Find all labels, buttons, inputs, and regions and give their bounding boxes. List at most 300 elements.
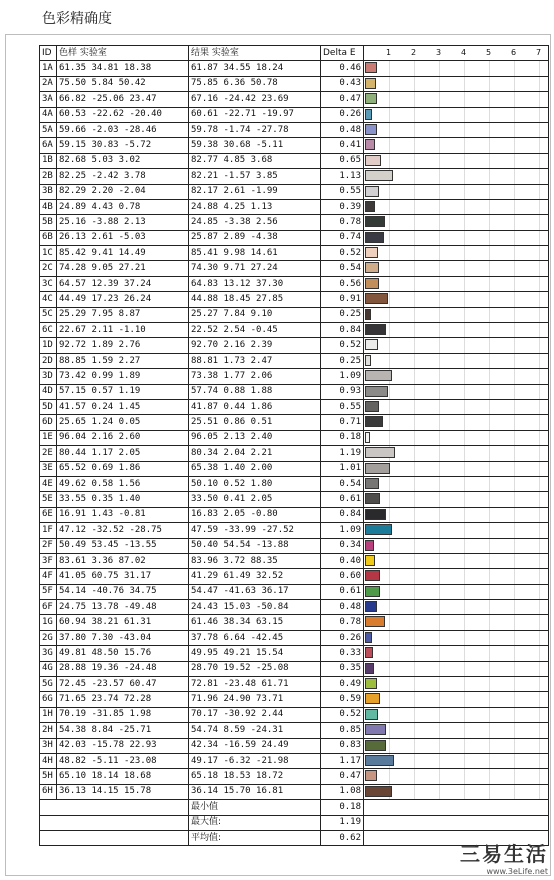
- grid-line: [464, 554, 465, 568]
- grid-line: [489, 708, 490, 722]
- grid-line: [464, 446, 465, 460]
- sample-lab-values: 61.35 34.81 18.38: [57, 61, 189, 76]
- grid-line: [464, 338, 465, 352]
- grid-line: [464, 200, 465, 214]
- grid-line: [414, 123, 415, 137]
- grid-line: [439, 785, 440, 799]
- grid-line: [464, 354, 465, 368]
- grid-line: [439, 369, 440, 383]
- delta-e-value: 0.25: [321, 353, 364, 368]
- grid-line: [439, 754, 440, 768]
- grid-line: [514, 415, 515, 429]
- delta-e-bar-cell: [364, 261, 549, 276]
- table-row: [40, 569, 549, 584]
- grid-line: [489, 508, 490, 522]
- result-lab-values: 59.78 -1.74 -27.78: [189, 122, 321, 137]
- grid-line: [464, 308, 465, 322]
- delta-e-value: 0.55: [321, 399, 364, 414]
- result-lab-values: 24.88 4.25 1.13: [189, 199, 321, 214]
- delta-e-bar: [365, 555, 375, 566]
- delta-e-bar: [365, 216, 385, 227]
- delta-e-bar-cell: [364, 615, 549, 630]
- sample-lab-values: 25.16 -3.88 2.13: [57, 215, 189, 230]
- sample-lab-values: 44.49 17.23 26.24: [57, 292, 189, 307]
- grid-line: [514, 523, 515, 537]
- delta-e-bar-cell: [364, 399, 549, 414]
- result-lab-values: 82.77 4.85 3.68: [189, 153, 321, 168]
- grid-line: [464, 723, 465, 737]
- result-lab-values: 16.83 2.05 -0.80: [189, 507, 321, 522]
- grid-line: [414, 677, 415, 691]
- grid-line: [439, 292, 440, 306]
- delta-e-value: 0.48: [321, 600, 364, 615]
- grid-line: [539, 108, 540, 122]
- delta-e-bar: [365, 201, 375, 212]
- patch-id: 3D: [40, 369, 57, 384]
- grid-line: [414, 261, 415, 275]
- axis-tick: 1: [386, 48, 392, 57]
- sample-lab-values: 59.15 30.83 -5.72: [57, 138, 189, 153]
- grid-line: [439, 354, 440, 368]
- grid-line: [489, 477, 490, 491]
- delta-e-bar: [365, 78, 376, 89]
- grid-line: [389, 508, 390, 522]
- grid-line: [439, 61, 440, 75]
- grid-line: [514, 277, 515, 291]
- grid-line: [514, 631, 515, 645]
- result-lab-values: 70.17 -30.92 2.44: [189, 707, 321, 722]
- sample-lab-values: 42.03 -15.78 22.93: [57, 738, 189, 753]
- grid-line: [439, 739, 440, 753]
- grid-line: [439, 138, 440, 152]
- delta-e-bar-cell: [364, 138, 549, 153]
- grid-line: [489, 431, 490, 445]
- result-lab-values: 50.40 54.54 -13.88: [189, 538, 321, 553]
- patch-id: 3G: [40, 646, 57, 661]
- grid-line: [489, 446, 490, 460]
- grid-line: [489, 215, 490, 229]
- sample-lab-values: 26.13 2.61 -5.03: [57, 230, 189, 245]
- patch-id: 4H: [40, 753, 57, 768]
- grid-line: [414, 415, 415, 429]
- delta-e-bar-cell: [364, 738, 549, 753]
- sample-lab-values: 92.72 1.89 2.76: [57, 338, 189, 353]
- sample-lab-values: 54.38 8.84 -25.71: [57, 723, 189, 738]
- sample-lab-values: 50.49 53.45 -13.55: [57, 538, 189, 553]
- grid-line: [514, 431, 515, 445]
- grid-line: [489, 769, 490, 783]
- grid-line: [389, 615, 390, 629]
- delta-e-bar: [365, 386, 388, 397]
- summary-label: 平均值:: [189, 830, 321, 845]
- delta-e-bar: [365, 370, 392, 381]
- sample-lab-values: 82.68 5.03 3.02: [57, 153, 189, 168]
- result-lab-values: 33.50 0.41 2.05: [189, 492, 321, 507]
- sample-lab-values: 33.55 0.35 1.40: [57, 492, 189, 507]
- delta-e-value: 0.26: [321, 630, 364, 645]
- result-lab-values: 67.16 -24.42 23.69: [189, 92, 321, 107]
- patch-id: 1B: [40, 153, 57, 168]
- axis-tick: 4: [461, 48, 467, 57]
- summary-value: 0.62: [321, 830, 364, 845]
- patch-id: 2F: [40, 538, 57, 553]
- result-lab-values: 24.85 -3.38 2.56: [189, 215, 321, 230]
- delta-e-bar: [365, 186, 379, 197]
- grid-line: [389, 708, 390, 722]
- grid-line: [414, 108, 415, 122]
- grid-line: [539, 492, 540, 506]
- result-lab-values: 49.95 49.21 15.54: [189, 646, 321, 661]
- grid-line: [489, 231, 490, 245]
- grid-line: [489, 369, 490, 383]
- grid-line: [464, 123, 465, 137]
- summary-label: 最大值:: [189, 815, 321, 830]
- result-lab-values: 73.38 1.77 2.06: [189, 369, 321, 384]
- grid-line: [389, 231, 390, 245]
- table-row: [40, 292, 549, 307]
- patch-id: 6D: [40, 415, 57, 430]
- table-row: [40, 76, 549, 91]
- delta-e-bar: [365, 170, 393, 181]
- table-row: [40, 415, 549, 430]
- grid-line: [439, 646, 440, 660]
- grid-line: [414, 308, 415, 322]
- grid-line: [514, 462, 515, 476]
- result-lab-values: 65.18 18.53 18.72: [189, 769, 321, 784]
- grid-line: [539, 400, 540, 414]
- table-row: [40, 615, 549, 630]
- delta-e-value: 0.48: [321, 122, 364, 137]
- result-lab-values: 44.88 18.45 27.85: [189, 292, 321, 307]
- grid-line: [414, 77, 415, 91]
- grid-line: [464, 369, 465, 383]
- grid-line: [389, 646, 390, 660]
- grid-line: [389, 292, 390, 306]
- grid-line: [464, 92, 465, 106]
- delta-e-bar: [365, 770, 377, 781]
- sample-lab-values: 65.10 18.14 18.68: [57, 769, 189, 784]
- table-row: [40, 122, 549, 137]
- grid-line: [539, 662, 540, 676]
- delta-e-value: 0.41: [321, 138, 364, 153]
- grid-line: [389, 154, 390, 168]
- delta-e-value: 0.47: [321, 92, 364, 107]
- table-row: [40, 677, 549, 692]
- header-id: ID: [40, 46, 57, 61]
- grid-line: [514, 200, 515, 214]
- summary-bar-blank: [364, 800, 549, 815]
- grid-line: [539, 569, 540, 583]
- patch-id: 6E: [40, 507, 57, 522]
- table-row: [40, 707, 549, 722]
- patch-id: 6F: [40, 600, 57, 615]
- grid-line: [464, 646, 465, 660]
- delta-e-value: 0.60: [321, 569, 364, 584]
- grid-line: [389, 631, 390, 645]
- grid-line: [439, 677, 440, 691]
- result-lab-values: 50.10 0.52 1.80: [189, 476, 321, 491]
- sample-lab-values: 36.13 14.15 15.78: [57, 784, 189, 799]
- delta-e-value: 1.08: [321, 784, 364, 799]
- patch-id: 2H: [40, 723, 57, 738]
- sample-lab-values: 25.29 7.95 8.87: [57, 307, 189, 322]
- table-row: [40, 538, 549, 553]
- patch-id: 5H: [40, 769, 57, 784]
- grid-line: [414, 185, 415, 199]
- grid-line: [514, 169, 515, 183]
- grid-line: [464, 323, 465, 337]
- grid-line: [514, 769, 515, 783]
- grid-line: [414, 169, 415, 183]
- grid-line: [389, 600, 390, 614]
- grid-line: [514, 446, 515, 460]
- grid-line: [389, 692, 390, 706]
- sample-lab-values: 96.04 2.16 2.60: [57, 430, 189, 445]
- grid-line: [439, 231, 440, 245]
- grid-line: [539, 200, 540, 214]
- grid-line: [464, 785, 465, 799]
- patch-id: 3F: [40, 553, 57, 568]
- grid-line: [439, 385, 440, 399]
- grid-line: [414, 231, 415, 245]
- patch-id: 5B: [40, 215, 57, 230]
- result-lab-values: 42.34 -16.59 24.49: [189, 738, 321, 753]
- grid-line: [414, 385, 415, 399]
- grid-line: [489, 739, 490, 753]
- sample-lab-values: 64.57 12.39 37.24: [57, 276, 189, 291]
- grid-line: [389, 138, 390, 152]
- grid-line: [539, 292, 540, 306]
- delta-e-value: 0.93: [321, 384, 364, 399]
- grid-line: [539, 385, 540, 399]
- grid-line: [439, 277, 440, 291]
- sample-lab-values: 75.50 5.84 50.42: [57, 76, 189, 91]
- delta-e-value: 1.09: [321, 523, 364, 538]
- result-lab-values: 72.81 -23.48 61.71: [189, 677, 321, 692]
- grid-line: [514, 154, 515, 168]
- patch-id: 4G: [40, 661, 57, 676]
- grid-line: [539, 154, 540, 168]
- grid-line: [539, 462, 540, 476]
- grid-line: [464, 61, 465, 75]
- grid-line: [489, 323, 490, 337]
- table-row: [40, 692, 549, 707]
- grid-line: [539, 246, 540, 260]
- table-row: [40, 323, 549, 338]
- delta-e-bar: [365, 339, 378, 350]
- grid-line: [414, 277, 415, 291]
- grid-line: [514, 338, 515, 352]
- grid-line: [414, 477, 415, 491]
- grid-line: [414, 739, 415, 753]
- grid-line: [464, 492, 465, 506]
- grid-line: [514, 754, 515, 768]
- table-row: [40, 446, 549, 461]
- grid-line: [489, 569, 490, 583]
- grid-line: [514, 539, 515, 553]
- sample-lab-values: 47.12 -32.52 -28.75: [57, 523, 189, 538]
- delta-e-bar-cell: [364, 492, 549, 507]
- delta-e-bar-cell: [364, 553, 549, 568]
- patch-id: 5D: [40, 399, 57, 414]
- result-lab-values: 41.29 61.49 32.52: [189, 569, 321, 584]
- delta-e-bar: [365, 93, 377, 104]
- delta-e-value: 1.01: [321, 461, 364, 476]
- grid-line: [514, 662, 515, 676]
- grid-line: [464, 415, 465, 429]
- grid-line: [489, 354, 490, 368]
- delta-e-value: 0.84: [321, 323, 364, 338]
- grid-line: [489, 77, 490, 91]
- summary-blank: [40, 815, 189, 830]
- grid-line: [389, 431, 390, 445]
- result-lab-values: 96.05 2.13 2.40: [189, 430, 321, 445]
- grid-line: [414, 769, 415, 783]
- grid-line: [439, 323, 440, 337]
- delta-e-value: 0.55: [321, 184, 364, 199]
- grid-line: [439, 246, 440, 260]
- summary-label: 最小值: [189, 800, 321, 815]
- grid-line: [514, 600, 515, 614]
- grid-line: [414, 323, 415, 337]
- grid-line: [389, 261, 390, 275]
- grid-line: [464, 708, 465, 722]
- grid-line: [539, 708, 540, 722]
- grid-line: [464, 138, 465, 152]
- delta-e-value: 0.56: [321, 276, 364, 291]
- patch-id: 4D: [40, 384, 57, 399]
- delta-e-bar-cell: [364, 153, 549, 168]
- result-lab-values: 49.17 -6.32 -21.98: [189, 753, 321, 768]
- result-lab-values: 37.78 6.64 -42.45: [189, 630, 321, 645]
- grid-line: [464, 569, 465, 583]
- grid-line: [439, 585, 440, 599]
- delta-e-value: 0.40: [321, 553, 364, 568]
- result-lab-values: 47.59 -33.99 -27.52: [189, 523, 321, 538]
- delta-e-bar: [365, 647, 373, 658]
- grid-line: [464, 231, 465, 245]
- grid-line: [539, 754, 540, 768]
- grid-line: [489, 154, 490, 168]
- grid-line: [414, 215, 415, 229]
- result-lab-values: 61.46 38.34 63.15: [189, 615, 321, 630]
- delta-e-bar: [365, 524, 392, 535]
- grid-line: [439, 554, 440, 568]
- grid-line: [489, 754, 490, 768]
- delta-e-bar-cell: [364, 338, 549, 353]
- delta-e-bar: [365, 678, 377, 689]
- delta-e-bar: [365, 62, 377, 73]
- table-row: [40, 753, 549, 768]
- grid-line: [514, 123, 515, 137]
- grid-line: [414, 539, 415, 553]
- grid-line: [414, 723, 415, 737]
- grid-line: [539, 523, 540, 537]
- delta-e-bar: [365, 232, 384, 243]
- grid-line: [389, 200, 390, 214]
- grid-line: [464, 539, 465, 553]
- patch-id: 3C: [40, 276, 57, 291]
- delta-e-bar: [365, 293, 388, 304]
- patch-id: 2E: [40, 446, 57, 461]
- delta-e-bar: [365, 478, 379, 489]
- grid-line: [464, 185, 465, 199]
- result-lab-values: 54.74 8.59 -24.31: [189, 723, 321, 738]
- patch-id: 3B: [40, 184, 57, 199]
- grid-line: [539, 785, 540, 799]
- table-row: [40, 630, 549, 645]
- sample-lab-values: 71.65 23.74 72.28: [57, 692, 189, 707]
- patch-id: 1H: [40, 707, 57, 722]
- delta-e-bar: [365, 309, 371, 320]
- table-row: [40, 723, 549, 738]
- delta-e-bar: [365, 432, 370, 443]
- delta-e-value: 0.78: [321, 615, 364, 630]
- grid-line: [414, 61, 415, 75]
- grid-line: [464, 77, 465, 91]
- axis-tick: 5: [486, 48, 492, 57]
- delta-e-bar: [365, 109, 372, 120]
- grid-line: [439, 431, 440, 445]
- grid-line: [439, 123, 440, 137]
- grid-line: [414, 138, 415, 152]
- table-row: [40, 769, 549, 784]
- grid-line: [514, 308, 515, 322]
- delta-e-bar-cell: [364, 507, 549, 522]
- patch-id: 4C: [40, 292, 57, 307]
- delta-e-value: 0.49: [321, 677, 364, 692]
- table-row: [40, 215, 549, 230]
- grid-line: [389, 246, 390, 260]
- grid-line: [539, 477, 540, 491]
- sample-lab-values: 41.05 60.75 31.17: [57, 569, 189, 584]
- delta-e-bar: [365, 586, 380, 597]
- grid-line: [539, 600, 540, 614]
- summary-value: 0.18: [321, 800, 364, 815]
- grid-line: [464, 631, 465, 645]
- summary-blank: [40, 830, 189, 845]
- grid-line: [539, 369, 540, 383]
- grid-line: [439, 338, 440, 352]
- grid-line: [464, 385, 465, 399]
- grid-line: [389, 123, 390, 137]
- table-row: [40, 384, 549, 399]
- delta-e-bar: [365, 540, 374, 551]
- grid-line: [389, 539, 390, 553]
- patch-id: 2G: [40, 630, 57, 645]
- grid-line: [439, 477, 440, 491]
- grid-line: [489, 631, 490, 645]
- grid-line: [514, 692, 515, 706]
- table-row: [40, 430, 549, 445]
- grid-line: [439, 723, 440, 737]
- sample-lab-values: 88.85 1.59 2.27: [57, 353, 189, 368]
- grid-line: [439, 708, 440, 722]
- patch-id: 3E: [40, 461, 57, 476]
- summary-row: [40, 800, 549, 815]
- delta-e-value: 0.34: [321, 538, 364, 553]
- delta-e-bar-cell: [364, 446, 549, 461]
- result-lab-values: 65.38 1.40 2.00: [189, 461, 321, 476]
- grid-line: [514, 261, 515, 275]
- grid-line: [489, 785, 490, 799]
- patch-id: 5G: [40, 677, 57, 692]
- grid-line: [514, 646, 515, 660]
- grid-line: [389, 662, 390, 676]
- delta-e-bar-cell: [364, 707, 549, 722]
- patch-id: 1E: [40, 430, 57, 445]
- delta-e-value: 0.74: [321, 230, 364, 245]
